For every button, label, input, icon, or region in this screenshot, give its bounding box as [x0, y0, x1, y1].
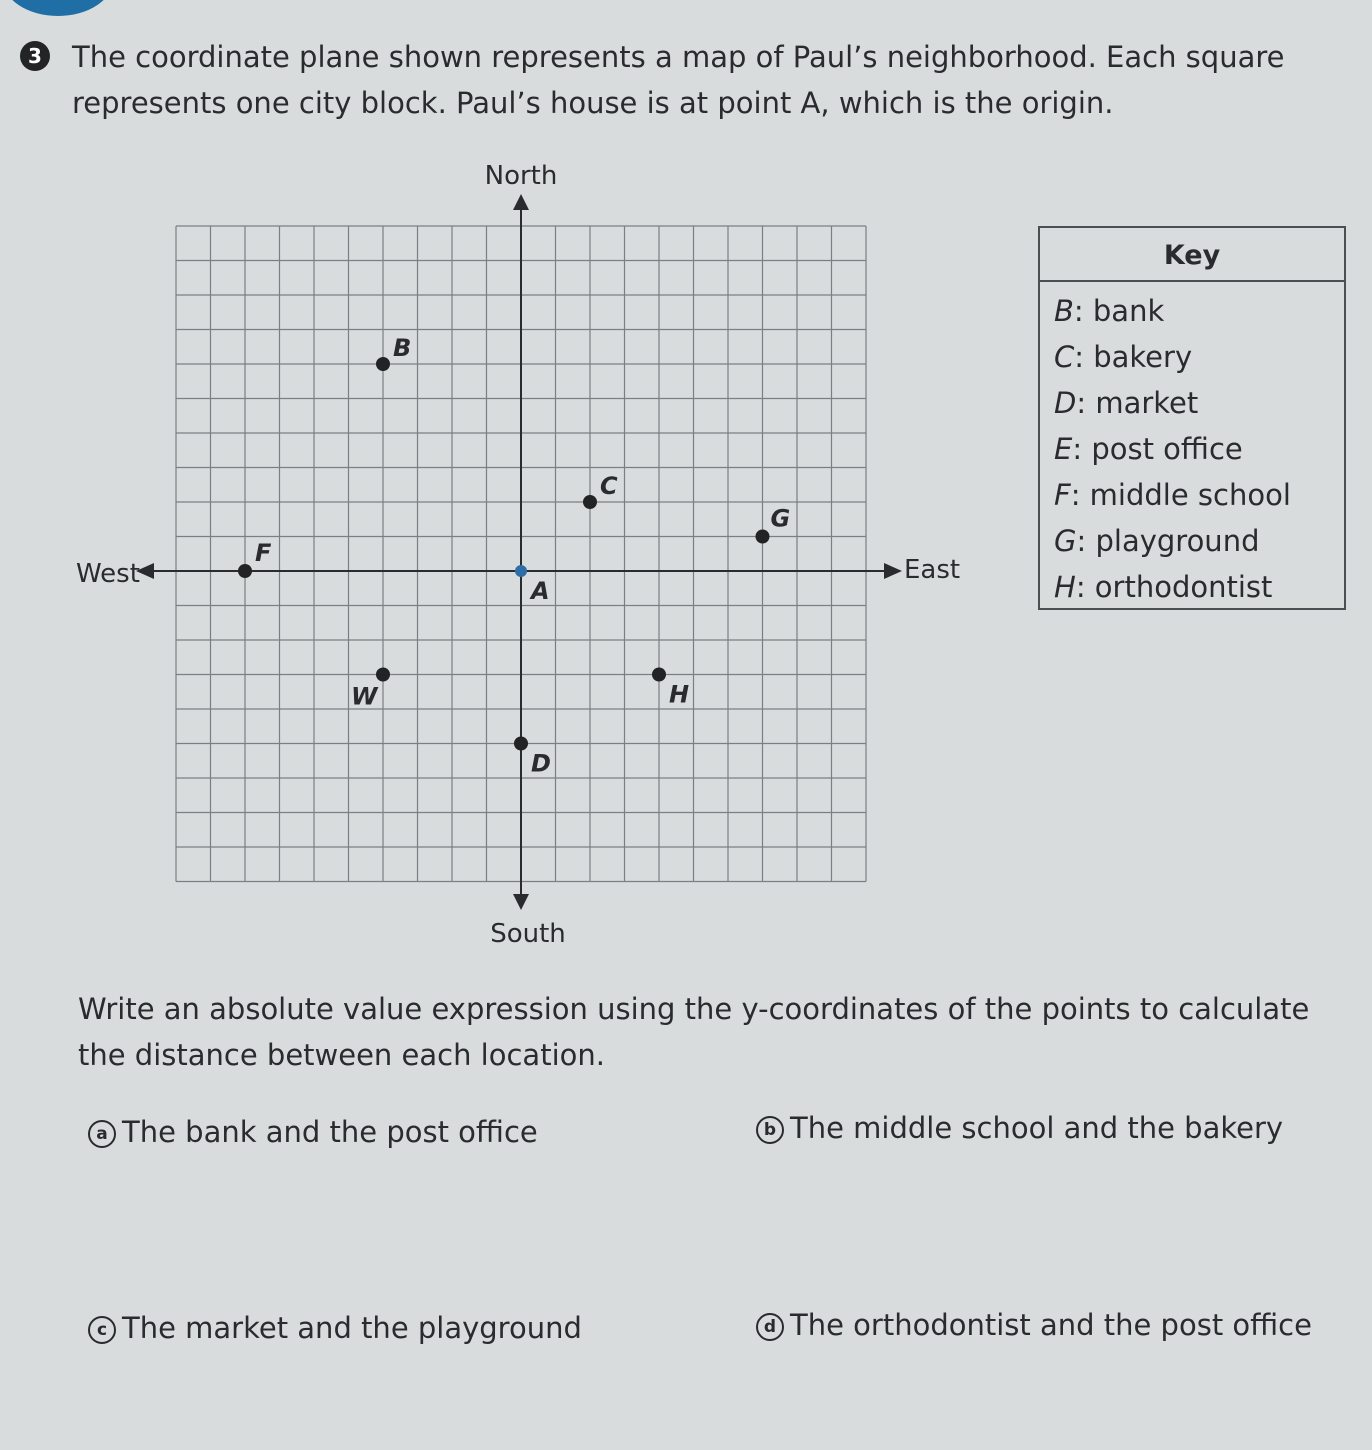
- key-item: [1054, 288, 1344, 334]
- key-name: : post office: [1072, 432, 1243, 466]
- key-letter: D: [1054, 386, 1077, 420]
- point-label: F: [255, 539, 272, 567]
- part-badge: d: [756, 1313, 784, 1341]
- key-item: [1054, 380, 1344, 426]
- east-arrow-icon: [884, 563, 902, 579]
- point-label: B: [393, 334, 412, 362]
- key-item: [1054, 426, 1344, 472]
- key-box: [1038, 226, 1346, 610]
- key-name: : playground: [1076, 524, 1260, 558]
- key-name: : orthodontist: [1075, 570, 1273, 604]
- point-marker: [515, 565, 527, 577]
- point-label: H: [669, 680, 690, 709]
- point-f: [238, 539, 272, 578]
- intro-line-2: represents one city block. Paul’s house is at point A, which is the origin.: [72, 86, 1114, 120]
- point-g: [756, 505, 791, 544]
- key-name: : bakery: [1074, 340, 1193, 374]
- point-h: [652, 668, 689, 709]
- point-marker: [238, 564, 252, 578]
- point-marker: [376, 668, 390, 682]
- part-text: The market and the playground: [122, 1311, 582, 1345]
- part-c: [88, 1308, 582, 1348]
- part-text: The middle school and the bakery: [790, 1111, 1284, 1145]
- plotted-points: [238, 334, 790, 778]
- key-name: : bank: [1073, 294, 1165, 328]
- key-letter: G: [1054, 524, 1077, 558]
- point-label: D: [531, 749, 551, 778]
- point-c: [583, 472, 618, 509]
- part-badge: c: [88, 1316, 116, 1344]
- south-label: South: [490, 919, 566, 949]
- coordinate-plane: [60, 150, 980, 960]
- key-item: [1054, 518, 1344, 564]
- intro-line-1: The coordinate plane shown represents a map of Paul’s neighborhood. Each square: [72, 40, 1285, 74]
- east-label: East: [904, 555, 961, 585]
- instructions: [78, 986, 1348, 1078]
- part-badge: a: [88, 1120, 116, 1148]
- point-label: A: [531, 577, 550, 605]
- key-letter: F: [1054, 478, 1071, 512]
- point-d: [514, 737, 551, 778]
- part-d: [756, 1305, 1312, 1345]
- south-arrow-icon: [513, 894, 529, 910]
- corner-decoration: [2, 0, 114, 16]
- key-letter: B: [1054, 294, 1074, 328]
- instruction-line-2: the distance between each location.: [78, 1038, 605, 1072]
- question-number-badge: 3: [20, 41, 50, 71]
- key-item: [1054, 472, 1344, 518]
- key-letter: C: [1054, 340, 1075, 374]
- key-item: [1054, 334, 1344, 380]
- point-marker: [583, 495, 597, 509]
- west-label: West: [76, 559, 140, 589]
- key-list: [1040, 282, 1344, 610]
- point-label: W: [351, 682, 378, 711]
- point-b: [376, 334, 411, 371]
- north-arrow-icon: [513, 194, 529, 210]
- key-letter: H: [1054, 570, 1076, 604]
- part-a: [88, 1112, 538, 1152]
- key-name: : middle school: [1070, 478, 1291, 512]
- question-intro: [72, 34, 1342, 126]
- point-marker: [514, 737, 528, 751]
- key-name: : market: [1076, 386, 1199, 420]
- point-marker: [652, 668, 666, 682]
- part-text: The orthodontist and the post office: [790, 1308, 1312, 1342]
- part-badge: b: [756, 1116, 784, 1144]
- point-label: C: [600, 472, 618, 500]
- part-b: [756, 1108, 1283, 1148]
- part-text: The bank and the post office: [122, 1115, 538, 1149]
- key-letter: E: [1054, 432, 1073, 466]
- axes: [136, 194, 902, 910]
- instruction-line-1: Write an absolute value expression using the y-coordinates of the points to calculate: [78, 992, 1310, 1026]
- key-title: Key: [1040, 228, 1344, 282]
- point-marker: [756, 530, 770, 544]
- point-marker: [376, 357, 390, 371]
- north-label: North: [484, 161, 558, 191]
- point-label: G: [770, 504, 791, 533]
- key-item: [1054, 564, 1344, 610]
